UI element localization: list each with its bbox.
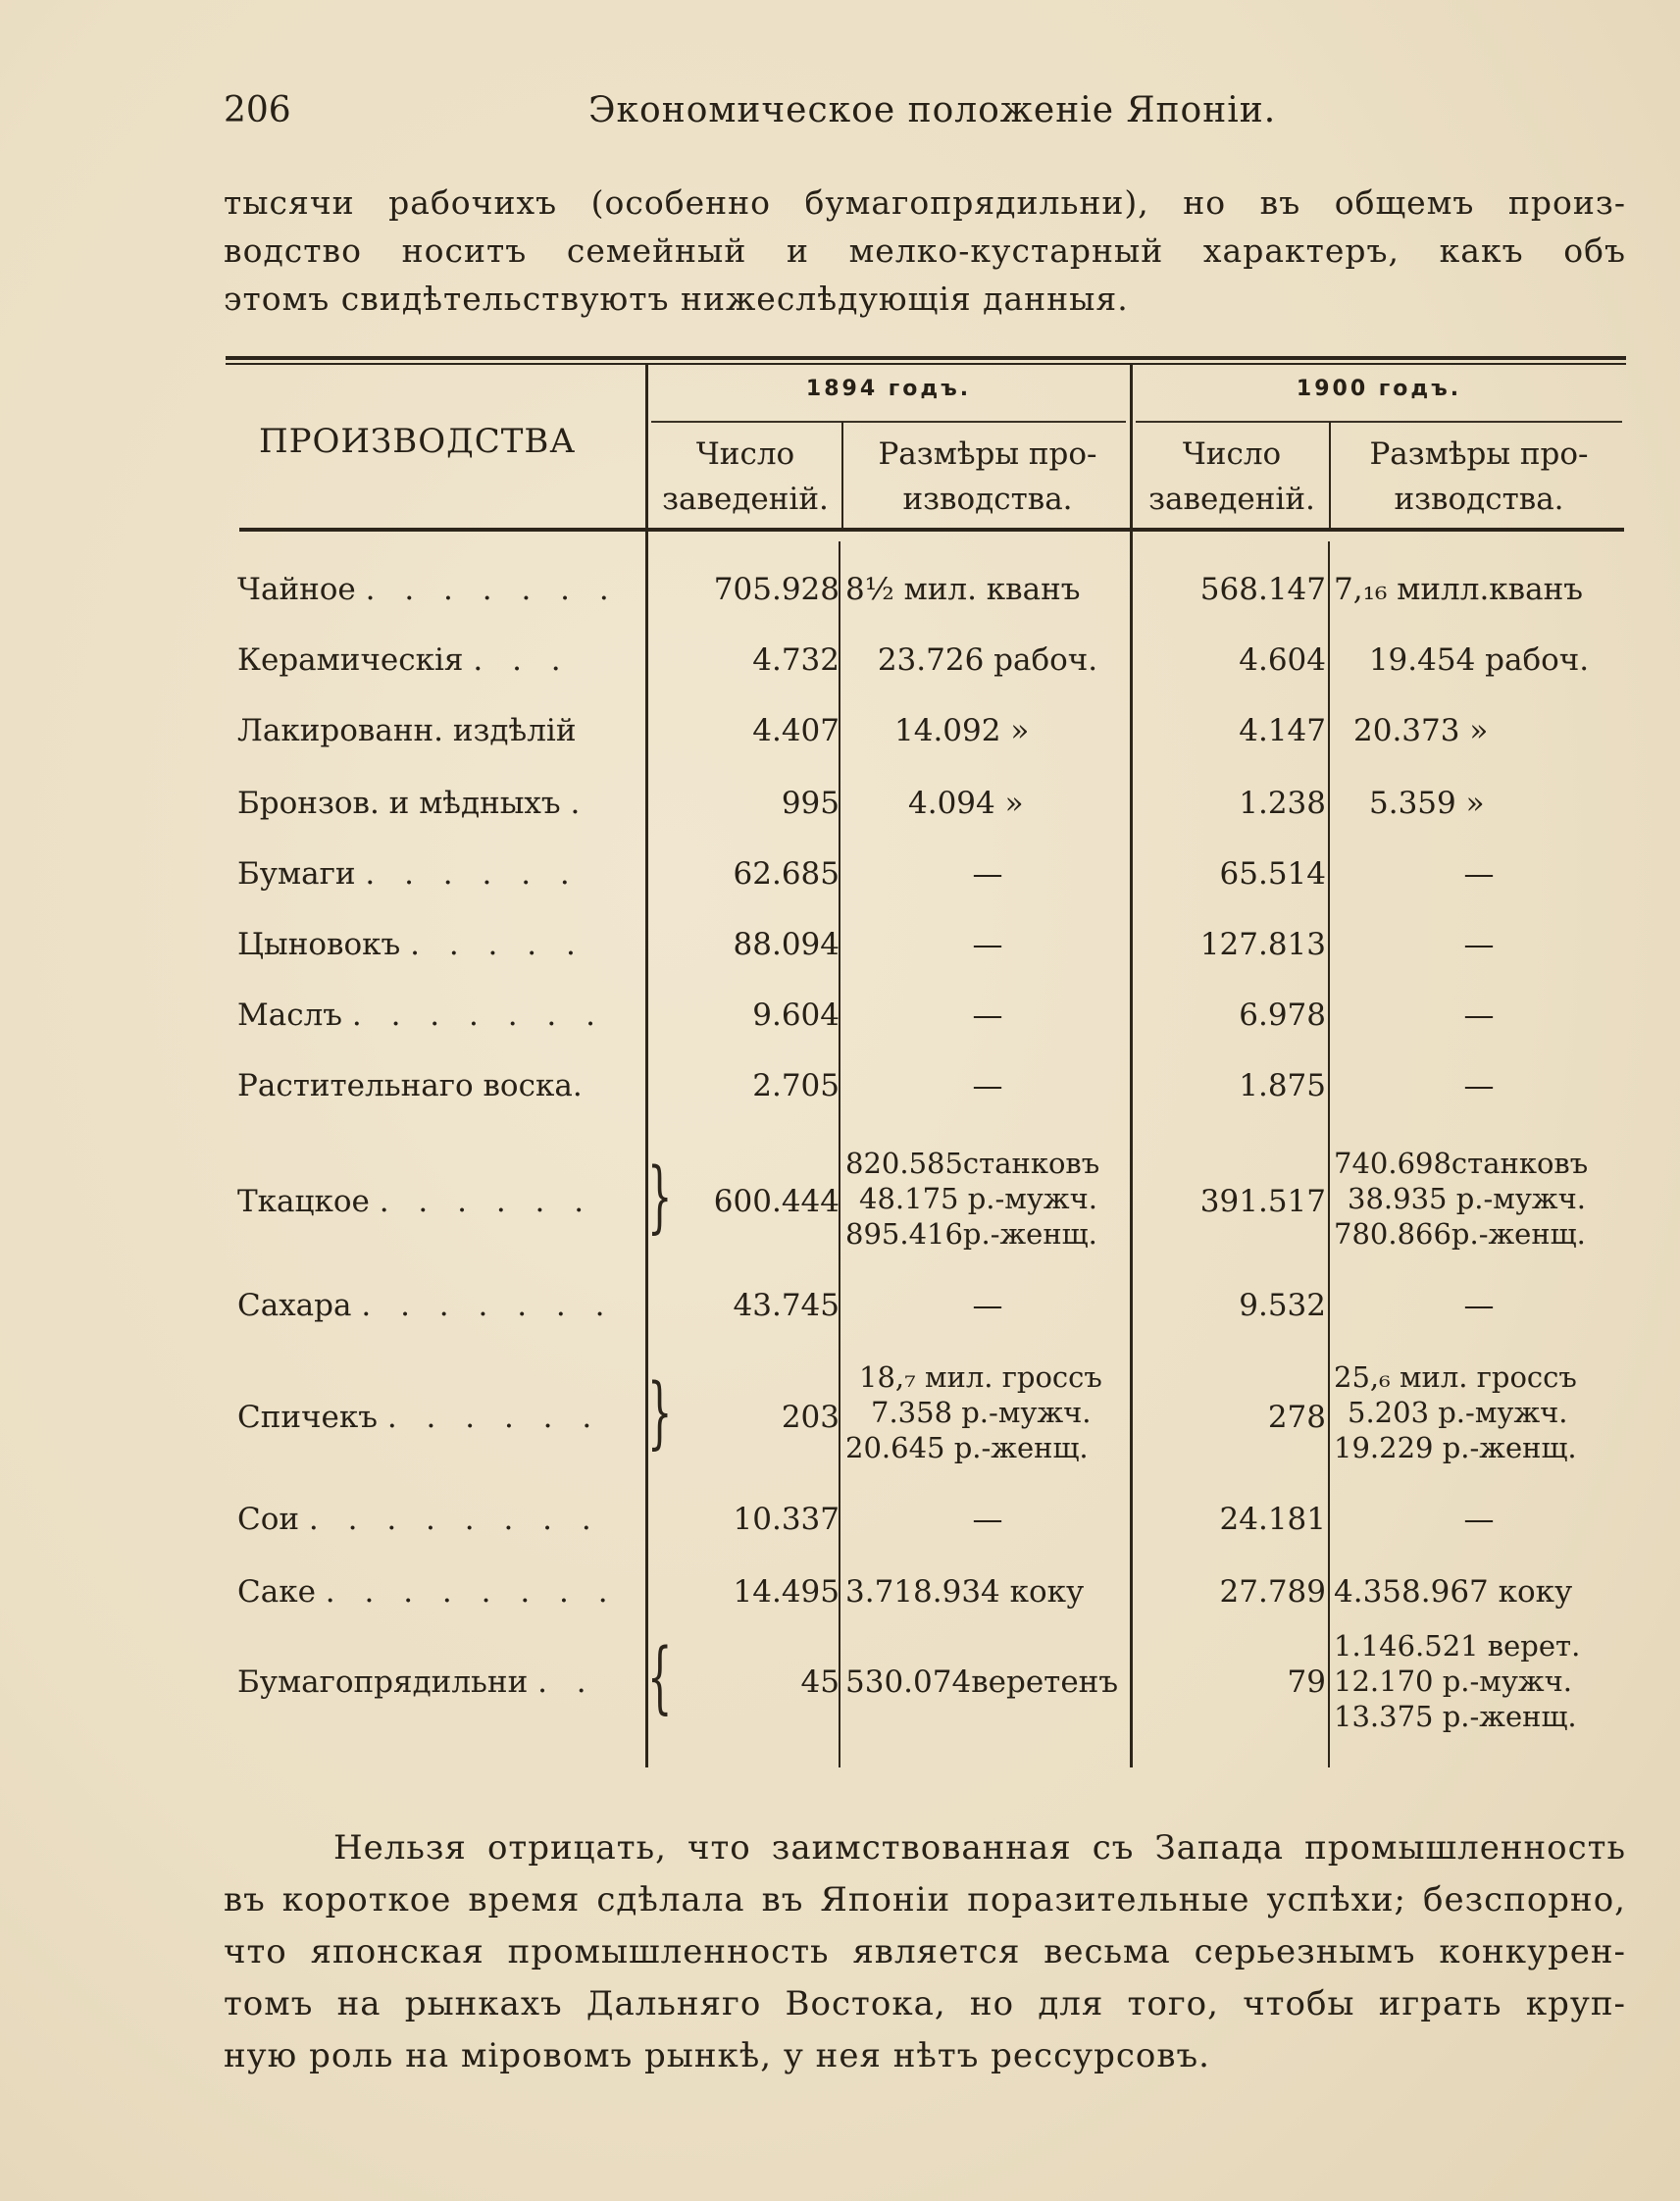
col-divider-1894 bbox=[1130, 365, 1133, 1767]
year-divider-1894 bbox=[651, 421, 1126, 423]
brace-icon: { bbox=[647, 1631, 673, 1722]
col-divider-size1 bbox=[841, 422, 843, 530]
table-top-rule bbox=[226, 356, 1626, 360]
year-divider-1900 bbox=[1136, 421, 1622, 423]
header-bottom-rule bbox=[239, 528, 1624, 532]
text-line: ную роль на міровомъ рынкѣ, у нея нѣтъ рессурсовъ. bbox=[224, 2036, 1210, 2075]
column-header-productions: ПРОИЗВОДСТВА bbox=[259, 422, 577, 461]
text-line: томъ на рынкахъ Дальняго Востока, но для того, чтобы играть круп- bbox=[224, 1984, 1626, 2023]
brace-icon: } bbox=[647, 1151, 673, 1242]
brace-icon: } bbox=[647, 1366, 673, 1458]
col-divider-size2-body bbox=[1328, 541, 1330, 1767]
page-number: 206 bbox=[224, 90, 291, 130]
text-line: тысячи рабочихъ (особенно бумагопрядильни), но въ общемъ произ- bbox=[224, 183, 1626, 222]
scanned-page: 206 Экономическое положеніе Японіи. тысячи рабочихъ (особенно бумагопрядильни), но въ общемъ произ- водство носитъ семейный и мелко-кустарный характеръ, какъ объ этомъ свидѣтельствуютъ нижеслѣдующія данныя. ПРОИЗВОДСТВА 1894 годъ. 1900 годъ. Число заведеній. Размѣры про- изводства. Число заведеній. Размѣры про- изводства. Чайное . . . . . . . 705.928 8½ мил. кванъ 568.147 7,₁₆ милл.кванъ Керамическія . . . 4.732 23.726 рабоч. 4.604 19.454 рабоч. Лакированн. издѣлій 4.407 14.092 » 4.147 20.373 » Бронзов. и мѣдныхъ . 995 4.094 » 1.238 5.359 » Бумаги . . . . . . 62.685 — 65.514 — Цыновокъ . . . . . 88.094 — 127.813 — Маслъ . . . . . . . 9.604 — 6.978 — Растительнаго воска. 2.705 — 1.875 — Ткацкое . . . . . . } 600.444 820.585станковъ 48.175 р.-мужч. 895.416р.-женщ. 391.517 740.698станковъ 38.935 р.-мужч. 780.866р.-женщ. Сахара . . . . . . . 43.745 — 9.532 — Спичекъ . . . . . . } 203 18,₇ мил. гроссъ 7.358 р.-мужч. 20.645 р.-женщ. 278 25,₆ мил. гроссъ 5.203 р.-мужч. 19.229 р.-женщ. Сои . . . . . . . . 10.337 — 24.181 — Саке . . . . . . . . 14.495 3.718.934 коку 27.789 4.358.967 коку Бумагопрядильни . . { 45 530.074веретенъ 79 1.146.521 верет. 12.170 р.-мужч. 13.375 р.-женщ. Нельзя отрицать, что заимствованная съ Запада промышленность въ короткое время сдѣлала въ Японіи поразительные успѣхи; безспорно, что японская промышленность является весьма серьезнымъ конкурен- томъ на рынкахъ Дальняго Востока, но для того, чтобы играть круп- ную роль на міровомъ рынкѣ, у нея нѣтъ рессурсовъ. bbox=[0, 0, 1680, 2201]
subheader-count-1900: Число заведеній. bbox=[1148, 436, 1315, 517]
subheader-size-1894: Размѣры про- изводства. bbox=[878, 436, 1097, 517]
subheader-size-1900: Размѣры про- изводства. bbox=[1369, 436, 1589, 517]
text-line: водство носитъ семейный и мелко-кустарный характеръ, какъ объ bbox=[224, 231, 1626, 270]
table-top-rule-thin bbox=[226, 363, 1626, 365]
subheader-count-1894: Число заведеній. bbox=[662, 436, 829, 517]
year-header-1900: 1900 годъ. bbox=[1296, 377, 1462, 401]
text-line: что японская промышленность является весьма серьезнымъ конкурен- bbox=[224, 1932, 1626, 1971]
conclusion-paragraph bbox=[224, 1822, 1626, 2082]
text-line: въ короткое время сдѣлала въ Японіи поразительные успѣхи; безспорно, bbox=[224, 1880, 1626, 1919]
year-header-1894: 1894 годъ. bbox=[805, 377, 972, 401]
intro-paragraph bbox=[224, 179, 1626, 323]
text-line: этомъ свидѣтельствуютъ нижеслѣдующія данныя. bbox=[224, 280, 1129, 318]
col-divider-size2 bbox=[1329, 422, 1331, 530]
page-header bbox=[224, 90, 1626, 139]
text-line: Нельзя отрицать, что заимствованная съ Запада промышленность bbox=[333, 1828, 1626, 1868]
running-title: Экономическое положеніе Японіи. bbox=[588, 90, 1277, 130]
